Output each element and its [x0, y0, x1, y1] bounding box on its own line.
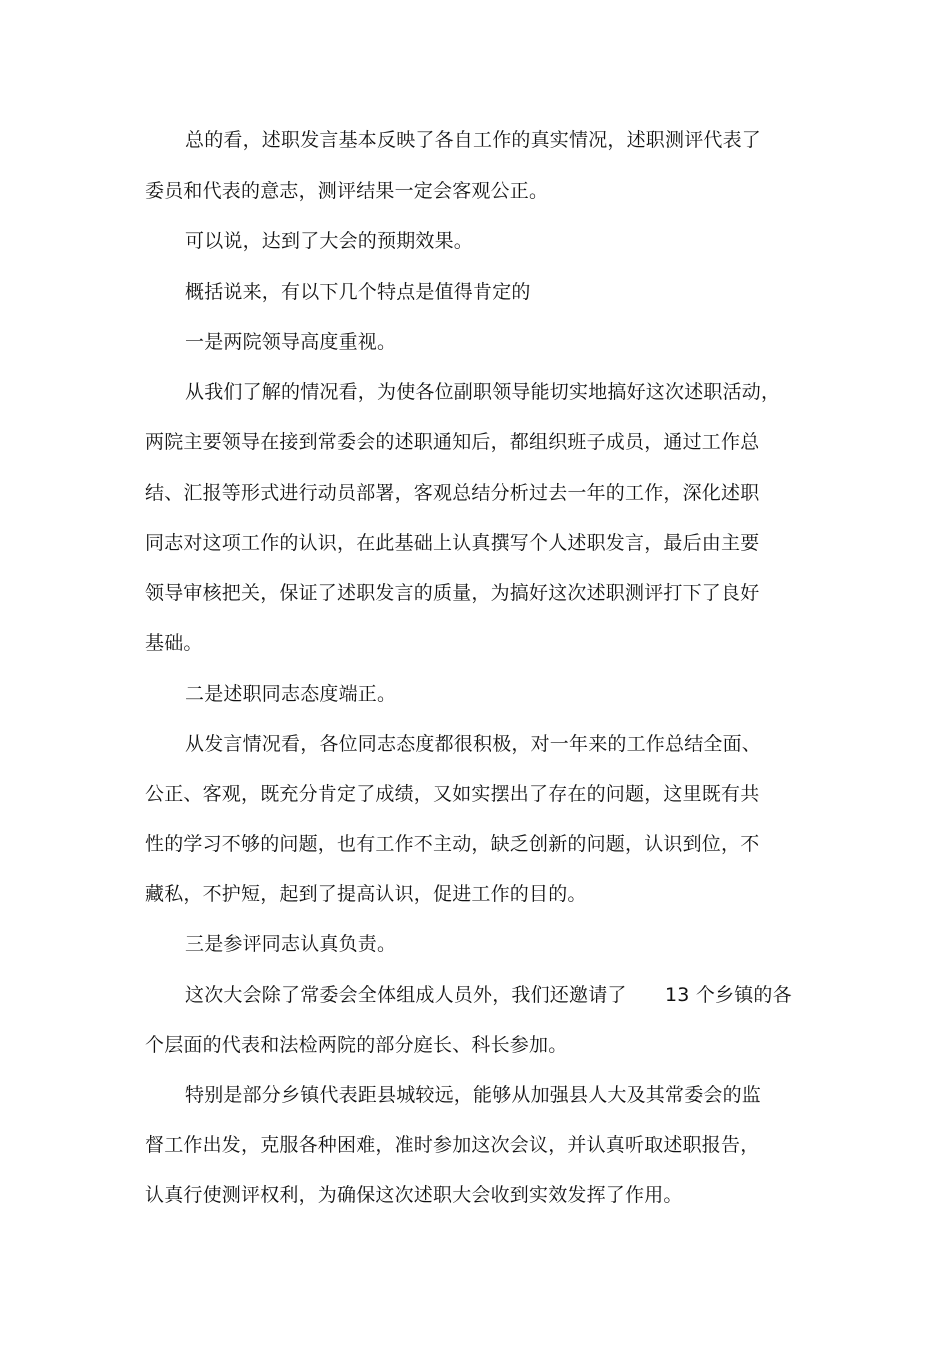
paragraph-line: 基础。	[145, 632, 203, 654]
paragraph-line: 特别是部分乡镇代表距县城较远，能够从加强县人大及其常委会的监	[185, 1084, 762, 1106]
paragraph-line: 藏私，不护短，起到了提高认识，促进工作的目的。	[145, 883, 587, 905]
paragraph-line: 督工作出发，克服各种困难，准时参加这次会议，并认真听取述职报告，	[145, 1134, 760, 1156]
paragraph-line: 个层面的代表和法检两院的部分庭长、科长参加。	[145, 1034, 568, 1056]
paragraph-line: 可以说，达到了大会的预期效果。	[185, 230, 474, 252]
paragraph-line: 两院主要领导在接到常委会的述职通知后，都组织班子成员，通过工作总	[145, 431, 760, 453]
paragraph-line: 从我们了解的情况看，为使各位副职领导能切实地搞好这次述职活动，	[185, 381, 781, 403]
section-heading: 三是参评同志认真负责。	[185, 933, 397, 955]
paragraph-line: 认真行使测评权利，为确保这次述职大会收到实效发挥了作用。	[145, 1184, 683, 1206]
paragraph-line: 领导审核把关，保证了述职发言的质量，为搞好这次述职测评打下了良好	[145, 582, 760, 604]
paragraph-line: 性的学习不够的问题，也有工作不主动，缺乏创新的问题，认识到位，不	[145, 833, 760, 855]
section-heading: 一是两院领导高度重视。	[185, 331, 397, 353]
paragraph-line: 公正、客观，既充分肯定了成绩，又如实摆出了存在的问题，这里既有共	[145, 783, 760, 805]
paragraph-line: 从发言情况看，各位同志态度都很积极，对一年来的工作总结全面、	[185, 733, 762, 755]
paragraph-line: 同志对这项工作的认识，在此基础上认真撰写个人述职发言，最后由主要	[145, 532, 760, 554]
paragraph-line: 这次大会除了常委会全体组成人员外，我们还邀请了 13 个乡镇的各	[185, 984, 792, 1006]
section-heading: 二是述职同志态度端正。	[185, 683, 397, 705]
paragraph-line: 结、汇报等形式进行动员部署，客观总结分析过去一年的工作，深化述职	[145, 482, 760, 504]
paragraph-line: 概括说来，有以下几个特点是值得肯定的	[185, 281, 531, 303]
paragraph-line: 总的看，述职发言基本反映了各自工作的真实情况，述职测评代表了	[185, 129, 762, 151]
paragraph-line: 委员和代表的意志，测评结果一定会客观公正。	[145, 180, 549, 202]
